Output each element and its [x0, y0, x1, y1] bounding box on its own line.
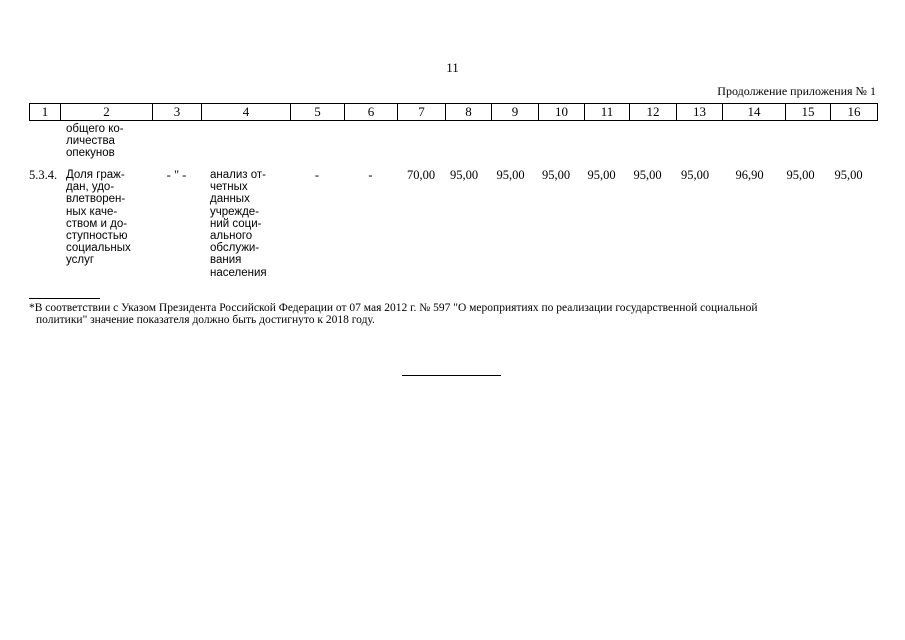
previous-row-name-tail	[66, 123, 124, 160]
row-value-col12: 95,00	[633, 168, 662, 182]
row-indicator-name	[66, 169, 131, 267]
row-value-col10: 95,00	[541, 168, 571, 182]
header-col-4: 4	[202, 104, 291, 121]
header-row	[30, 104, 878, 121]
row-value-col11: 95,00	[587, 168, 616, 182]
row-value-col8: 95,00	[449, 168, 479, 182]
header-col-3: 3	[153, 104, 202, 121]
text-line: личества	[66, 135, 115, 148]
text-line: вания	[210, 254, 242, 267]
header-col-2: 2	[61, 104, 153, 121]
text-line: учрежде-	[210, 205, 260, 218]
header-col-12: 12	[630, 104, 677, 121]
text-line: дан, удо-	[66, 181, 115, 194]
row-col6: -	[368, 168, 373, 182]
page-number: 11	[446, 60, 459, 75]
header-col-10: 10	[539, 104, 585, 121]
row-value-col14: 96,90	[735, 168, 764, 182]
header-col-7: 7	[398, 104, 446, 121]
text-line: населения	[210, 266, 267, 279]
row-col5: -	[314, 168, 320, 182]
text-line: обслужи-	[210, 242, 260, 255]
text-line: ступностью	[66, 230, 128, 243]
footnote	[29, 303, 877, 326]
footnote-separator	[29, 298, 100, 299]
header-col-11: 11	[585, 104, 630, 121]
footnote-line: *В соответствии с Указом Президента Российской Федерации от 07 мая 2012 г. № 597 "О мероприятиях по реализации государственной социальной	[29, 302, 758, 314]
text-line: ального	[210, 230, 253, 243]
header-col-14: 14	[723, 104, 786, 121]
text-line: влетворен-	[66, 193, 126, 206]
text-line: Доля граж-	[66, 169, 125, 181]
row-value-col9: 95,00	[496, 168, 525, 182]
header-col-1: 1	[30, 104, 61, 121]
row-data-source	[210, 169, 267, 279]
header-col-8: 8	[446, 104, 492, 121]
text-line: ных каче-	[66, 205, 118, 218]
row-value-col7: 70,00	[406, 168, 436, 182]
end-of-document-rule	[402, 375, 501, 376]
header-col-16: 16	[831, 104, 878, 121]
text-line: социальных	[66, 242, 131, 255]
text-line: данных	[210, 193, 250, 206]
text-line: ством и до-	[66, 217, 128, 230]
footnote-line: политики" значение показателя должно быть достигнуто к 2018 году.	[36, 313, 375, 326]
text-line: общего ко-	[66, 123, 124, 135]
text-line: ний соци-	[210, 217, 262, 230]
row-value-col15: 95,00	[786, 168, 815, 182]
header-col-13: 13	[677, 104, 723, 121]
header-col-6: 6	[345, 104, 398, 121]
text-line: четных	[210, 181, 248, 194]
row-unit: - " -	[166, 168, 187, 182]
row-value-col16: 95,00	[834, 168, 863, 182]
header-col-5: 5	[291, 104, 345, 121]
row-id: 5.3.4.	[29, 168, 58, 182]
text-line: анализ от-	[210, 169, 266, 181]
row-value-col13: 95,00	[680, 168, 710, 182]
text-line: услуг	[66, 254, 95, 267]
column-number-header	[29, 103, 878, 121]
header-col-15: 15	[786, 104, 831, 121]
header-col-9: 9	[492, 104, 539, 121]
appendix-continuation-label: Продолжение приложения № 1	[717, 84, 876, 98]
text-line: опекунов	[66, 147, 115, 160]
